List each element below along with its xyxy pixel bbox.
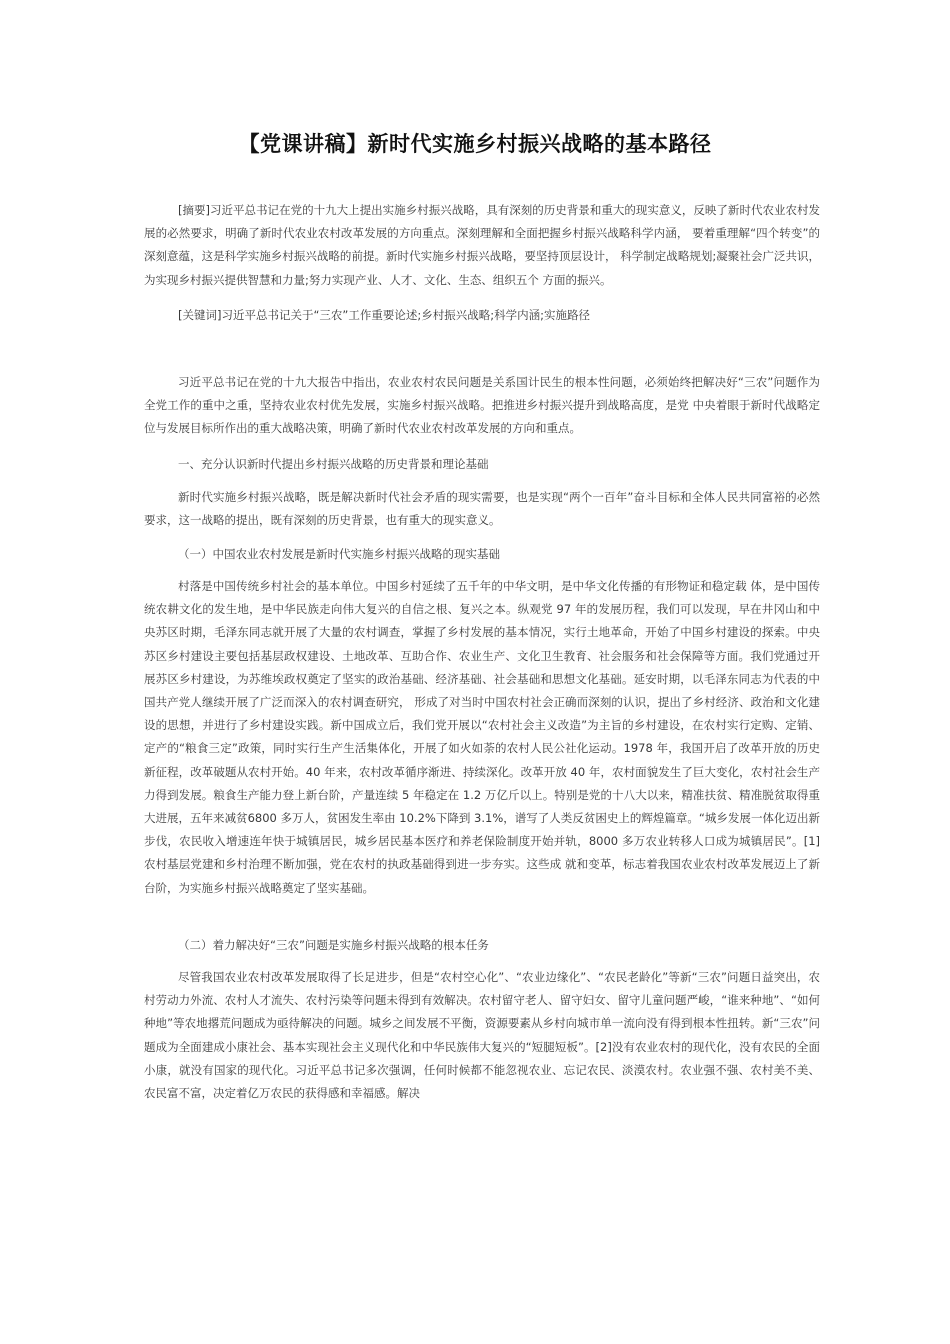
subsection-paragraph: 尽管我国农业农村改革发展取得了长足进步，但是“农村空心化”、“农业边缘化”、“农民老龄化”等新“三农”问题日益突出，农村劳动力外流、农村人才流失、农村污染等问题未得到有效解决。农村留守老人、留守妇女、留守儿童问题严峻，“谁来种地”、“如何种地”等农地撂荒问题成为亟待解决的问题。城乡之间发展不平衡，资源要素从乡村向城市单一流向没有得到根本性扭转。新“三农”问题成为全面建成小康社会、基本实现社会主义现代化和中华民族伟大复兴的“短腿短板”。[2]没有农业农村的现代化，没有农民的全面小康，就没有国家的现代化。习近平总书记多次强调，任何时候都不能忽视农业、忘记农民、淡漠农村。农业强不强、农村美不美、农民富不富，决定着亿万农民的获得感和幸福感。解决 xyxy=(144,970,820,1101)
subsection-heading: （二）着力解决好“三农”问题是实施乡村振兴战略的根本任务 xyxy=(178,938,489,952)
subsection-paragraph: 村落是中国传统乡村社会的基本单位。中国乡村延续了五千年的中华文明，是中华文化传播的有形物证和稳定载 体，是中国传统农耕文化的发生地，是中华民族走向伟大复兴的自信之根、复兴之本。纵观党 97 年的发展历程，我们可以发现，早在井冈山和中央苏区时期，毛泽东同志就开展了大量的农村调查，掌握了乡村发展的基本情况，实行土地革命，开始了中国乡村建设的探索。中央苏区乡村建设主要包括基层政权建设、土地改革、互助合作、农业生产、文化卫生教育、社会服务和社会保障等方面。我们党通过开展苏区乡村建设，为苏维埃政权奠定了坚实的政治基础、经济基础、社会基础和思想文化基础。延安时期，以毛泽东同志为代表的中国共产党人继续开展了广泛而深入的农村调查研究， 形成了对当时中国农村社会正确而深刻的认识，提出了乡村经济、政治和文化建设的思想，并进行了乡村建设实践。新中国成立后，我们党开展以“农村社会主义改造”为主旨的乡村建设，在农村实行定购、定销、定产的“粮食三定”政策，同时实行生产生活集体化，开展了如火如荼的农村人民公社化运动。1978 年，我国开启了改革开放的历史新征程，改革破题从农村开始。40 年来，农村改革循序渐进、持续深化。改革开放 40 年，农村面貌发生了巨大变化，农村社会生产力得到发展。粮食生产能力登上新台阶，产量连续 5 年稳定在 1.2 万亿斤以上。特别是党的十八大以来，精准扶贫、精准脱贫取得重大进展，五年来减贫6800 多万人，贫困发生率由 10.2%下降到 3.1%，谱写了人类反贫困史上的辉煌篇章。“城乡发展一体化迈出新步伐，农民收入增速连年快于城镇居民，城乡居民基本医疗和养老保险制度开始并轨，8000 多万农业转移人口成为城镇居民”。[1]农村基层党建和乡村治理不断加强，党在农村的执政基础得到进一步夯实。这些成 就和变革，标志着我国农业农村改革发展迈上了新台阶，为实施乡村振兴战略奠定了坚实基础。 xyxy=(144,579,820,895)
section-heading: 一、充分认识新时代提出乡村振兴战略的历史背景和理论基础 xyxy=(178,457,489,471)
keywords-line: [关键词]习近平总书记关于“三农”工作重要论述;乡村振兴战略;科学内涵;实施路径 xyxy=(178,308,591,322)
intro-paragraph: 习近平总书记在党的十九大报告中指出，农业农村农民问题是关系国计民生的根本性问题，必须始终把解决好“三农”问题作为全党工作的重中之重，坚持农业农村优先发展，实施乡村振兴战略。把推进乡村振兴提升到战略高度，是党 中央着眼于新时代战略定位与发展目标所作出的重大战略决策，明确了新时代农业农村改革发展的方向和重点。 xyxy=(144,375,820,436)
document-title: 【党课讲稿】新时代实施乡村振兴战略的基本路径 xyxy=(238,132,712,156)
abstract-paragraph: [摘要]习近平总书记在党的十九大上提出实施乡村振兴战略，具有深刻的历史背景和重大的现实意义，反映了新时代农业农村发展的必然要求，明确了新时代农业农村改革发展的方向重点。深刻理解和全面把握乡村振兴战略科学内涵， 要着重理解“四个转变”的深刻意蕴，这是科学实施乡村振兴战略的前提。新时代实施乡村振兴战略，要坚持顶层设计， 科学制定战略规划;凝聚社会广泛共识，为实现乡村振兴提供智慧和力量;努力实现产业、人才、文化、生态、组织五个 方面的振兴。 xyxy=(144,203,820,287)
subsection-heading: （一）中国农业农村发展是新时代实施乡村振兴战略的现实基础 xyxy=(178,547,500,561)
section-paragraph: 新时代实施乡村振兴战略，既是解决新时代社会矛盾的现实需要，也是实现“两个一百年”奋斗目标和全体人民共同富裕的必然要求，这一战略的提出，既有深刻的历史背景，也有重大的现实意义。 xyxy=(144,490,820,528)
